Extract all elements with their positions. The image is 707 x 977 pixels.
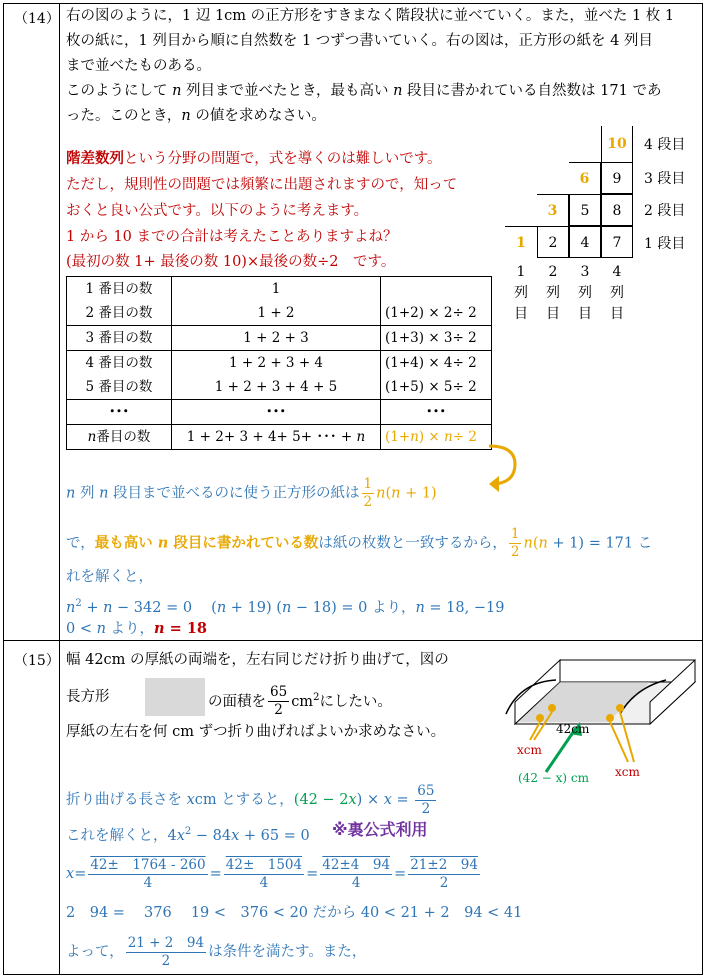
fig-middle: (42 − x) cm [518, 771, 589, 785]
q15-line2-start: 長方形 [66, 689, 110, 705]
cell-9: 9 [601, 162, 633, 194]
cell-6: 6 [569, 162, 601, 194]
fig-x-right: xcm [615, 765, 640, 779]
q15-line1: 幅 42cm の厚紙の両端を，左右同じだけ折り曲げて，図の [66, 652, 449, 668]
problem-14-number: （14） [14, 11, 60, 27]
sol15-line5: よって， $\frac{21 + 2 94}{2}$ は条件を満たす。また， [66, 934, 367, 969]
cell-1: 1 [505, 226, 537, 258]
col-label-4: 4 列 目 [610, 264, 624, 322]
fraction-half: $\frac{1}{2}$ [363, 476, 373, 510]
row-label-1: 1 段目 [644, 236, 686, 252]
cell-5: 5 [569, 194, 601, 226]
cell-8: 8 [601, 194, 633, 226]
table-row: n番目の数 1 + 2+ 3 + 4+ 5+ ･･･ + n (1+n) × n÷ 2 [67, 425, 492, 450]
explain-line5: (最初の数 1+ 最後の数 10)×最後の数÷2 です。 [66, 254, 396, 270]
table-row: ･･･ ･･･ ･･･ [67, 400, 492, 425]
gray-rectangle [145, 678, 205, 716]
sol14-line2: で，最も高い n 段目に書かれている数は紙の枚数と一致するから， $\frac{1}{2}$ n(n + 1) = 171 こ [66, 526, 653, 560]
explain-line1: 階差数列という分野の問題で，式を導くのは難しいです。 [66, 150, 442, 167]
problem-divider [3, 640, 703, 641]
q14-line3: まで並べたものある。 [66, 58, 211, 74]
table-row: 3 番目の数 1 + 2 + 3 (1+3) × 3÷ 2 [67, 326, 492, 351]
explain-line3: おくと良い公式です。以下のように考えます。 [66, 203, 369, 219]
fig-42cm: 42cm [556, 722, 590, 736]
q14-line4: このようにして n 列目まで並べたとき，最も高い n 段目に書かれている自然数は 171 であ [66, 83, 662, 99]
fig-x-left: xcm [517, 743, 542, 757]
col-label-1: 1 列 目 [514, 264, 528, 322]
problem-15-number: （15） [14, 653, 60, 669]
table-row: 1 番目の数 2 番目の数 1 1 + 2 (1+2) × 2÷ 2 [67, 277, 492, 326]
curved-arrow [485, 438, 525, 498]
row-label-3: 3 段目 [644, 171, 686, 187]
column-divider [59, 3, 60, 975]
col-label-2: 2 列 目 [546, 264, 560, 322]
q15-line3: 厚紙の左右を何 cm ずつ折り曲げればよいか求めなさい。 [66, 724, 446, 740]
cell-2: 2 [537, 226, 569, 258]
sol14-line3: れを解くと， [66, 569, 153, 585]
q14-line5: った。このとき，n の値を求めなさい。 [66, 108, 326, 124]
col-label-3: 3 列 目 [578, 264, 592, 322]
sol14-line5: 0 < n より，n = 18 [66, 620, 208, 637]
explain-line4: 1 から 10 までの合計は考えたことありますよね？ [66, 229, 398, 245]
cell-10: 10 [601, 126, 633, 162]
cell-4: 4 [569, 226, 601, 258]
q14-line1: 右の図のように，1 辺 1cm の正方形をすきまなく階段状に並べていく。また，並べた 1 枚 1 [66, 8, 675, 24]
q14-line2: 枚の紙に，1 列目から順に自然数を 1 つずつ書いていく。右の図は，正方形の紙を 4 列目 [66, 33, 653, 49]
sol15-line2: これを解くと，$4x^2 - 84x + 65 = 0$ [66, 826, 310, 844]
cell-7: 7 [601, 226, 633, 258]
sol14-line1: n 列 n 段目まで並べるのに使う正方形の紙は $\frac{1}{2}$ n(n + 1) [66, 476, 437, 510]
row-label-4: 4 段目 [644, 137, 686, 153]
cell-3: 3 [537, 194, 569, 226]
row-label-2: 2 段目 [644, 203, 686, 219]
sol15-line4: 2 94 = 376 19 < 376 < 20 だから 40 < 21 + 2 94 < 41 [66, 905, 523, 921]
sol15-line1: 折り曲げる長さを xcm とすると，(42 − 2x) × x = $\frac{65}{2}$ [66, 782, 435, 817]
sum-table [66, 276, 492, 450]
sol15-line3: x= $\frac{42\pm 1764 - 260}{4}$ = $\frac{42\pm 1504}{4}$ = $\frac{42\pm 4 94}{4}$ = $\frac{21\pm 2 94}{2}$ [66, 856, 478, 891]
explain-line2: ただし，規則性の問題では頻繁に出題されますので，知って [66, 177, 458, 193]
note-formula: ※裏公式利用 [332, 820, 428, 839]
q15-line2: の面積を $\frac{65}{2}$ $cm^2$にしたい。 [208, 684, 392, 719]
table-row: 4 番目の数 5 番目の数 1 + 2 + 3 + 4 1 + 2 + 3 + 4 + 5 (1+4) × 4÷ 2 (1+5) × 5÷ 2 [67, 351, 492, 400]
sol14-line4: $n^2 + n - 342 = 0$ (n + 19) (n − 18) = 0 より，n = 18, −19 [66, 598, 505, 616]
